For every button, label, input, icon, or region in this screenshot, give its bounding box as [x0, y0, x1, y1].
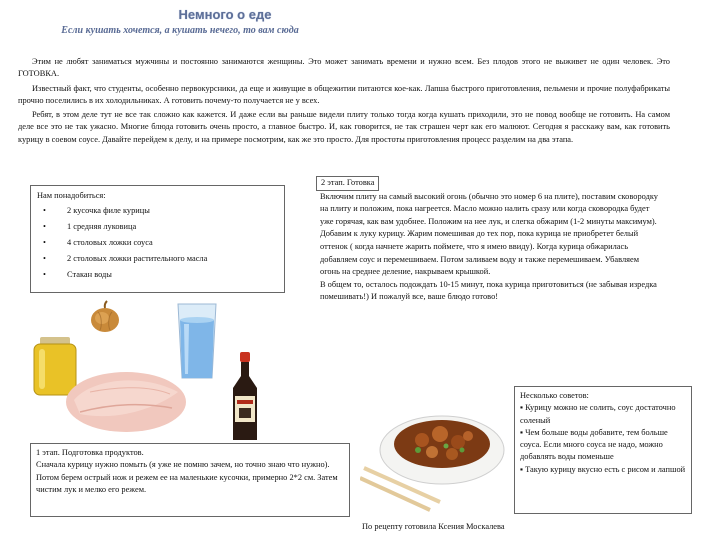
list-item: ▪ Чем больше воды добавите, тем больше соуса. Если много соуса не надо, можно добавлять воды поменьше [520, 427, 668, 462]
list-item: ▪ Курицу можно не солить, соус достаточно соленый [520, 403, 676, 425]
stage1-box [30, 443, 350, 517]
tips-box [514, 386, 692, 514]
ingredients-list [37, 205, 278, 285]
stage2-heading: 2 этап. Готовка [316, 176, 379, 191]
list-item: • Стакан воды [37, 269, 278, 285]
page-title: Немного о еде [178, 7, 272, 22]
bullet: • [43, 254, 46, 264]
intro-paragraph: Известный факт, что студенты, особенно первокурсники, да еще и живущие в общежитии питаются кое-как. Лапша быстрого приготовления, пельмени и прочие полуфабрикаты прочно поселились в их холодильниках. А готовить почему-то получается не у всех. [18, 83, 670, 105]
list-item: • 2 столовых ложки растительного масла [37, 253, 278, 269]
chicken-dish-image [360, 392, 510, 514]
stage2-section [316, 176, 660, 304]
tips-heading: Несколько советов: [520, 391, 589, 400]
ingredients-heading: Нам понадобиться: [37, 191, 106, 200]
intro-paragraph: Этим не любят заниматься мужчины и постоянно занимаются женщины. Это может занимать времени и нужно всем. Без плодов этого не выживет не один человек. Это ГОТОВКА. [18, 57, 670, 79]
bullet: • [43, 222, 46, 232]
bullet: • [43, 238, 46, 248]
bullet: ▪ [520, 464, 523, 474]
list-item: • 1 средняя луковица [37, 221, 278, 237]
soy-sauce-bottle-image [228, 352, 262, 442]
chicken-fillet-image [60, 362, 190, 440]
stage2-paragraph: Включим плиту на самый высокий огонь (обычно это номер 6 на плите), поставим сковородку на плиту и положим, пока нагреется. Масло можно налить сразу или когда сковородка будет уже горячая, как вам удобнее. Положим на нее лук, и слегка обжарим (1-2 минуты максимум). Добавим к луку курицу. Жарим помешивая до тех пор, пока курица не приобретет белый оттенок ( когда начнете жарить поймете, что я имею ввиду). Когда курица обжарилась добавляем соус и перемешиваем. Потом заливаем воду и также перемешиваем. Убавляем огонь на среднее деление, накрываем крышкой. [320, 191, 658, 277]
bullet: • [43, 206, 46, 216]
stage2-paragraph: В общем то, осталось подождать 10-15 минут, пока курица приготовиться (не забывая изредка помешивать!) И пожалуй все, ваше блюдо готово! [320, 279, 657, 302]
author-credit: По рецепту готовила Ксения Москалева [362, 522, 505, 531]
bullet: • [43, 270, 46, 280]
stage1-text: Сначала курицу нужно помыть (я уже не помню зачем, но точно знаю что нужно). Потом берем острый нож и режем ее на маленькие кусочки, примерно 2*2 см. Затем чистим лук и мелко его режем. [36, 460, 338, 494]
bullet: ▪ [520, 403, 523, 413]
list-item: ▪ Такую курицу вкусно есть с рисом и лапшой [520, 464, 686, 474]
onion-image [88, 300, 122, 334]
list-item: • 4 столовых ложки соуса [37, 237, 278, 253]
page-subtitle: Если кушать хочется, а кушать нечего, то вам сюда [61, 25, 299, 36]
list-item: • 2 кусочка филе курицы [37, 205, 278, 221]
stage1-heading: 1 этап. Подготовка продуктов. [36, 448, 144, 457]
ingredients-box [30, 185, 285, 293]
bullet: ▪ [520, 427, 523, 437]
intro-paragraph: Ребят, в этом деле тут не все так сложно как кажется. И даже если вы раньше видели плиту только тогда когда кушать приходили, это не повод вообще не готовить. На самом деле все это не так ужасно. Многие блюда готовить очень просто, а главное быстро. И, как говорится, не так страшен черт как его малюют. Сегодня я расскажу вам, как готовить курицу в соевом соусе. Давайте перейдем к делу, и на примере посмотрим, как же это просто. Для простоты приготовления процесс разделим на два этапа. [18, 110, 670, 144]
intro-text [18, 56, 670, 148]
